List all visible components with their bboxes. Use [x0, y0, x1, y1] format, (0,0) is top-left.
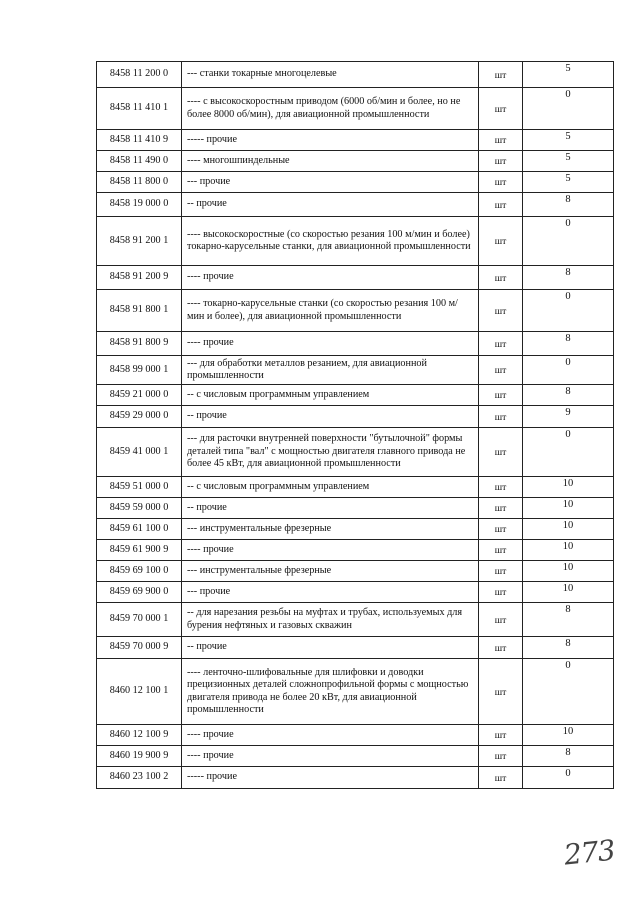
- unit-cell: шт: [479, 332, 523, 356]
- table-row: [97, 428, 614, 477]
- tnved-code-cell: 8460 12 100 1: [97, 659, 182, 725]
- description-cell: ----- прочие: [182, 767, 479, 789]
- unit-cell: шт: [479, 151, 523, 172]
- unit-cell: шт: [479, 498, 523, 519]
- description-cell: --- прочие: [182, 172, 479, 193]
- description-cell: --- для расточки внутренней поверхности "бутылочной" формы деталей типа "вал" с мощностью двигателя главного привода не более 45 кВт, для авиационной промышленности: [182, 428, 479, 477]
- tnved-code-cell: 8458 11 410 9: [97, 130, 182, 151]
- tnved-code-cell: 8459 70 000 1: [97, 603, 182, 637]
- unit-cell: шт: [479, 519, 523, 540]
- unit-cell: шт: [479, 725, 523, 746]
- handwritten-page-number: 273: [562, 833, 617, 872]
- tnved-code-cell: 8458 19 000 0: [97, 193, 182, 217]
- table-row: [97, 725, 614, 746]
- description-cell: ---- прочие: [182, 332, 479, 356]
- rate-value-cell: 8: [523, 266, 614, 290]
- tnved-code-cell: 8458 91 800 9: [97, 332, 182, 356]
- tnved-code-cell: 8458 11 410 1: [97, 88, 182, 130]
- tnved-code-cell: 8459 61 100 0: [97, 519, 182, 540]
- rate-value-cell: 5: [523, 130, 614, 151]
- tnved-code-cell: 8458 91 200 1: [97, 217, 182, 266]
- rate-value-cell: 8: [523, 193, 614, 217]
- description-cell: --- инструментальные фрезерные: [182, 561, 479, 582]
- unit-cell: шт: [479, 428, 523, 477]
- tnved-code-cell: 8460 12 100 9: [97, 725, 182, 746]
- tnved-code-cell: 8458 11 800 0: [97, 172, 182, 193]
- unit-cell: шт: [479, 266, 523, 290]
- rate-value-cell: 8: [523, 385, 614, 406]
- description-cell: ---- прочие: [182, 746, 479, 767]
- description-cell: ---- ленточно-шлифовальные для шлифовки и доводки прецизионных деталей сложнопрофильной формы с мощностью двигателя привода не более 20 кВт, для авиационной промышленности: [182, 659, 479, 725]
- description-cell: ---- с высокоскоростным приводом (6000 об/мин и более, но не более 8000 об/мин), для авиационной промышленности: [182, 88, 479, 130]
- description-cell: -- с числовым программным управлением: [182, 477, 479, 498]
- tnved-code-cell: 8459 70 000 9: [97, 637, 182, 659]
- table-row: [97, 193, 614, 217]
- description-cell: -- прочие: [182, 637, 479, 659]
- description-cell: -- прочие: [182, 498, 479, 519]
- description-cell: ---- прочие: [182, 266, 479, 290]
- table-row: [97, 217, 614, 266]
- description-cell: ---- прочие: [182, 540, 479, 561]
- tnved-code-cell: 8459 69 100 0: [97, 561, 182, 582]
- rate-value-cell: 0: [523, 428, 614, 477]
- unit-cell: шт: [479, 172, 523, 193]
- unit-cell: шт: [479, 637, 523, 659]
- unit-cell: шт: [479, 88, 523, 130]
- tnved-code-cell: 8459 29 000 0: [97, 406, 182, 428]
- tnved-code-cell: 8458 11 200 0: [97, 62, 182, 88]
- unit-cell: шт: [479, 603, 523, 637]
- description-cell: --- для обработки металлов резанием, для авиационной промышленности: [182, 356, 479, 385]
- table-row: [97, 151, 614, 172]
- table-row: [97, 659, 614, 725]
- table-row: [97, 406, 614, 428]
- rate-value-cell: 10: [523, 540, 614, 561]
- rate-value-cell: 5: [523, 172, 614, 193]
- table-row: [97, 603, 614, 637]
- table-body: [97, 62, 614, 789]
- rate-value-cell: 10: [523, 477, 614, 498]
- description-cell: ---- многошпиндельные: [182, 151, 479, 172]
- unit-cell: шт: [479, 193, 523, 217]
- description-cell: -- прочие: [182, 193, 479, 217]
- rate-value-cell: 8: [523, 746, 614, 767]
- table-row: [97, 746, 614, 767]
- tnved-code-cell: 8458 11 490 0: [97, 151, 182, 172]
- description-cell: --- станки токарные многоцелевые: [182, 62, 479, 88]
- table-row: [97, 290, 614, 332]
- rate-value-cell: 10: [523, 519, 614, 540]
- description-cell: ---- высокоскоростные (со скоростью резания 100 м/мин и более) токарно-карусельные станки, для авиационной промышленности: [182, 217, 479, 266]
- unit-cell: шт: [479, 767, 523, 789]
- rate-value-cell: 8: [523, 332, 614, 356]
- rate-value-cell: 0: [523, 217, 614, 266]
- unit-cell: шт: [479, 385, 523, 406]
- unit-cell: шт: [479, 477, 523, 498]
- rate-value-cell: 10: [523, 582, 614, 603]
- unit-cell: шт: [479, 130, 523, 151]
- table-row: [97, 266, 614, 290]
- table-row: [97, 519, 614, 540]
- rate-value-cell: 10: [523, 725, 614, 746]
- tnved-code-cell: 8459 69 900 0: [97, 582, 182, 603]
- unit-cell: шт: [479, 659, 523, 725]
- rate-value-cell: 5: [523, 62, 614, 88]
- table-row: [97, 498, 614, 519]
- table-row: [97, 88, 614, 130]
- tnved-code-cell: 8459 59 000 0: [97, 498, 182, 519]
- unit-cell: шт: [479, 290, 523, 332]
- rate-value-cell: 8: [523, 603, 614, 637]
- tariff-table: [96, 61, 614, 789]
- rate-value-cell: 0: [523, 290, 614, 332]
- rate-value-cell: 10: [523, 498, 614, 519]
- rate-value-cell: 0: [523, 659, 614, 725]
- unit-cell: шт: [479, 540, 523, 561]
- table-row: [97, 540, 614, 561]
- rate-value-cell: 0: [523, 88, 614, 130]
- description-cell: ----- прочие: [182, 130, 479, 151]
- unit-cell: шт: [479, 406, 523, 428]
- rate-value-cell: 9: [523, 406, 614, 428]
- rate-value-cell: 10: [523, 561, 614, 582]
- table-row: [97, 62, 614, 88]
- tnved-code-cell: 8459 61 900 9: [97, 540, 182, 561]
- description-cell: -- с числовым программным управлением: [182, 385, 479, 406]
- tnved-code-cell: 8460 23 100 2: [97, 767, 182, 789]
- tnved-code-cell: 8459 21 000 0: [97, 385, 182, 406]
- table-row: [97, 561, 614, 582]
- tnved-code-cell: 8459 41 000 1: [97, 428, 182, 477]
- table-row: [97, 172, 614, 193]
- tnved-code-cell: 8459 51 000 0: [97, 477, 182, 498]
- unit-cell: шт: [479, 356, 523, 385]
- tnved-code-cell: 8458 91 200 9: [97, 266, 182, 290]
- description-cell: -- прочие: [182, 406, 479, 428]
- rate-value-cell: 5: [523, 151, 614, 172]
- unit-cell: шт: [479, 746, 523, 767]
- unit-cell: шт: [479, 561, 523, 582]
- description-cell: --- прочие: [182, 582, 479, 603]
- table-row: [97, 332, 614, 356]
- description-cell: --- инструментальные фрезерные: [182, 519, 479, 540]
- tnved-code-cell: 8460 19 900 9: [97, 746, 182, 767]
- table-row: [97, 767, 614, 789]
- table-row: [97, 356, 614, 385]
- unit-cell: шт: [479, 62, 523, 88]
- rate-value-cell: 0: [523, 356, 614, 385]
- table-row: [97, 637, 614, 659]
- rate-value-cell: 8: [523, 637, 614, 659]
- description-cell: ---- прочие: [182, 725, 479, 746]
- table-row: [97, 385, 614, 406]
- unit-cell: шт: [479, 582, 523, 603]
- table-row: [97, 130, 614, 151]
- description-cell: ---- токарно-карусельные станки (со скоростью резания 100 м/мин и более), для авиационной промышленности: [182, 290, 479, 332]
- description-cell: -- для нарезания резьбы на муфтах и трубах, используемых для бурения нефтяных и газовых скважин: [182, 603, 479, 637]
- tnved-code-cell: 8458 91 800 1: [97, 290, 182, 332]
- table-row: [97, 477, 614, 498]
- rate-value-cell: 0: [523, 767, 614, 789]
- unit-cell: шт: [479, 217, 523, 266]
- tnved-code-cell: 8458 99 000 1: [97, 356, 182, 385]
- table-row: [97, 582, 614, 603]
